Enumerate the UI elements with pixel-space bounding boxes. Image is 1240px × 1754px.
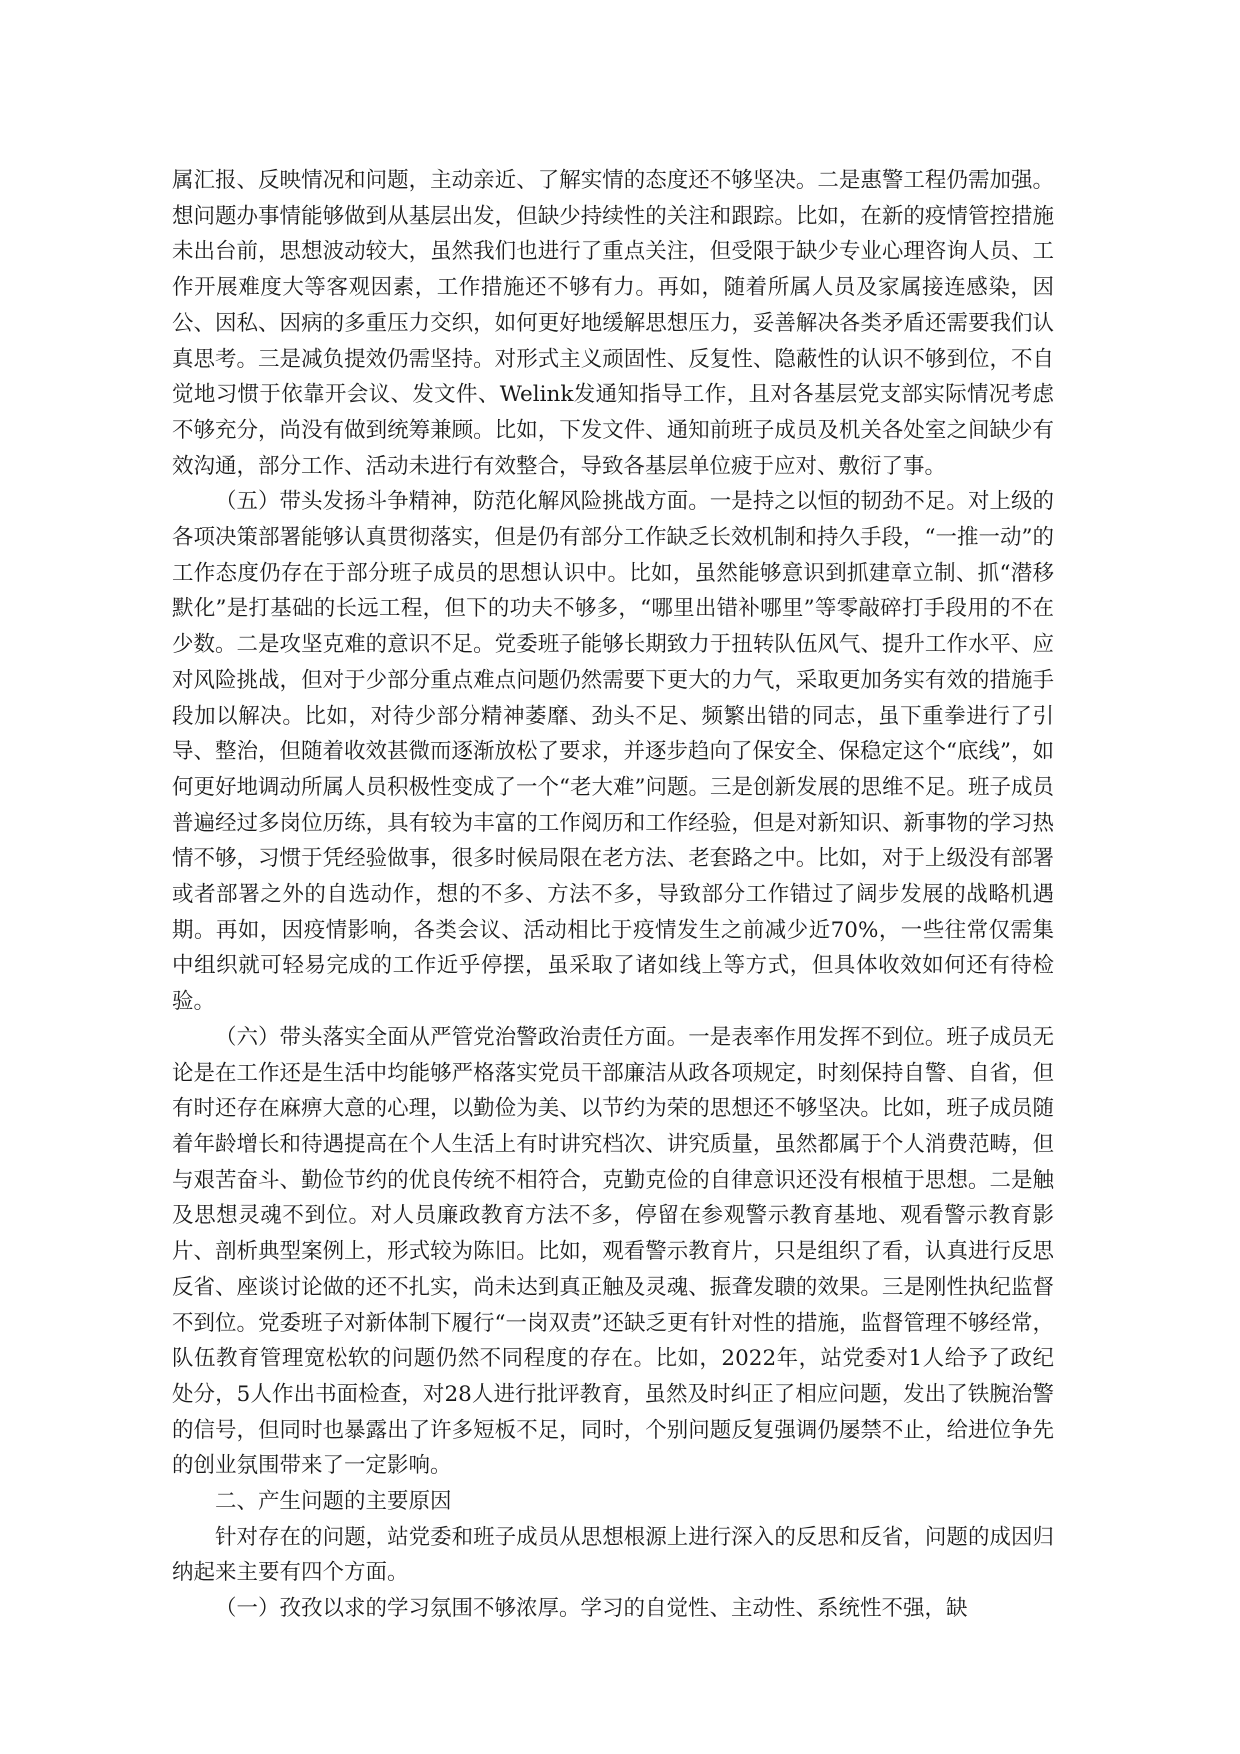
document-body [172, 163, 1054, 1627]
paragraph-section-5: （五）带头发扬斗争精神，防范化解风险挑战方面。一是持之以恒的韧劲不足。对上级的各项决策部署能够认真贯彻落实，但是仍有部分工作缺乏长效机制和持久手段，“一推一动”的工作态度仍存在于部分班子成员的思想认识中。比如，虽然能够意识到抓建章立制、抓“潜移默化”是打基础的长远工程，但下的功夫不够多，“哪里出错补哪里”等零敲碎打手段用的不在少数。二是攻坚克难的意识不足。党委班子能够长期致力于扭转队伍风气、提升工作水平、应对风险挑战，但对于少部分重点难点问题仍然需要下更大的力气，采取更加务实有效的措施手段加以解决。比如，对待少部分精神萎靡、劲头不足、频繁出错的同志，虽下重拳进行了引导、整治，但随着收效甚微而逐渐放松了要求，并逐步趋向了保安全、保稳定这个“底线”，如何更好地调动所属人员积极性变成了一个“老大难”问题。三是创新发展的思维不足。班子成员普遍经过多岗位历练，具有较为丰富的工作阅历和工作经验，但是对新知识、新事物的学习热情不够，习惯于凭经验做事，很多时候局限在老方法、老套路之中。比如，对于上级没有部署或者部署之外的自选动作，想的不多、方法不多，导致部分工作错过了阔步发展的战略机遇期。再如，因疫情影响，各类会议、活动相比于疫情发生之前减少近70%，一些往常仅需集中组织就可轻易完成的工作近乎停摆，虽采取了诸如线上等方式，但具体收效如何还有待检验。 [172, 489, 1054, 1015]
paragraph-section-6: （六）带头落实全面从严管党治警政治责任方面。一是表率作用发挥不到位。班子成员无论是在工作还是生活中均能够严格落实党员干部廉洁从政各项规定，时刻保持自警、自省，但有时还存在麻痹大意的心理，以勤俭为美、以节约为荣的思想还不够坚决。比如，班子成员随着年龄增长和待遇提高在个人生活上有时讲究档次、讲究质量，虽然都属于个人消费范畴，但与艰苦奋斗、勤俭节约的优良传统不相符合，克勤克俭的自律意识还没有根植于思想。二是触及思想灵魂不到位。对人员廉政教育方法不多，停留在参观警示教育基地、观看警示教育影片、剖析典型案例上，形式较为陈旧。比如，观看警示教育片，只是组织了看，认真进行反思反省、座谈讨论做的还不扎实，尚未达到真正触及灵魂、振聋发聩的效果。三是刚性执纪监督不到位。党委班子对新体制下履行“一岗双责”还缺乏更有针对性的措施，监督管理不够经常，队伍教育管理宽松软的问题仍然不同程度的存在。比如，2022年，站党委对1人给予了政纪处分，5人作出书面检查，对28人进行批评教育，虽然及时纠正了相应问题，发出了铁腕治警的信号，但同时也暴露出了许多短板不足，同时，个别问题反复强调仍屡禁不止，给进位争先的创业氛围带来了一定影响。 [172, 1024, 1054, 1479]
paragraph-continuation: 属汇报、反映情况和问题，主动亲近、了解实情的态度还不够坚决。二是惠警工程仍需加强。想问题办事情能够做到从基层出发，但缺少持续性的关注和跟踪。比如，在新的疫情管控措施未出台前，思想波动较大，虽然我们也进行了重点关注，但受限于缺少专业心理咨询人员、工作开展难度大等客观因素，工作措施还不够有力。再如，随着所属人员及家属接连感染，因公、因私、因病的多重压力交织，如何更好地缓解思想压力，妥善解决各类矛盾还需要我们认真思考。三是减负提效仍需坚持。对形式主义顽固性、反复性、隐蔽性的认识不够到位，不自觉地习惯于依靠开会议、发文件、Welink发通知指导工作，且对各基层党支部实际情况考虑不够充分，尚没有做到统筹兼顾。比如，下发文件、通知前班子成员及机关各处室之间缺少有效沟通，部分工作、活动未进行有效整合，导致各基层单位疲于应对、敷衍了事。 [172, 168, 1054, 479]
section-heading-causes: 二、产生问题的主要原因 [215, 1489, 452, 1515]
paragraph-causes-intro: 针对存在的问题，站党委和班子成员从思想根源上进行深入的反思和反省，问题的成因归纳起来主要有四个方面。 [172, 1524, 1054, 1586]
paragraph-cause-1: （一）孜孜以求的学习氛围不够浓厚。学习的自觉性、主动性、系统性不强，缺 [215, 1596, 968, 1622]
